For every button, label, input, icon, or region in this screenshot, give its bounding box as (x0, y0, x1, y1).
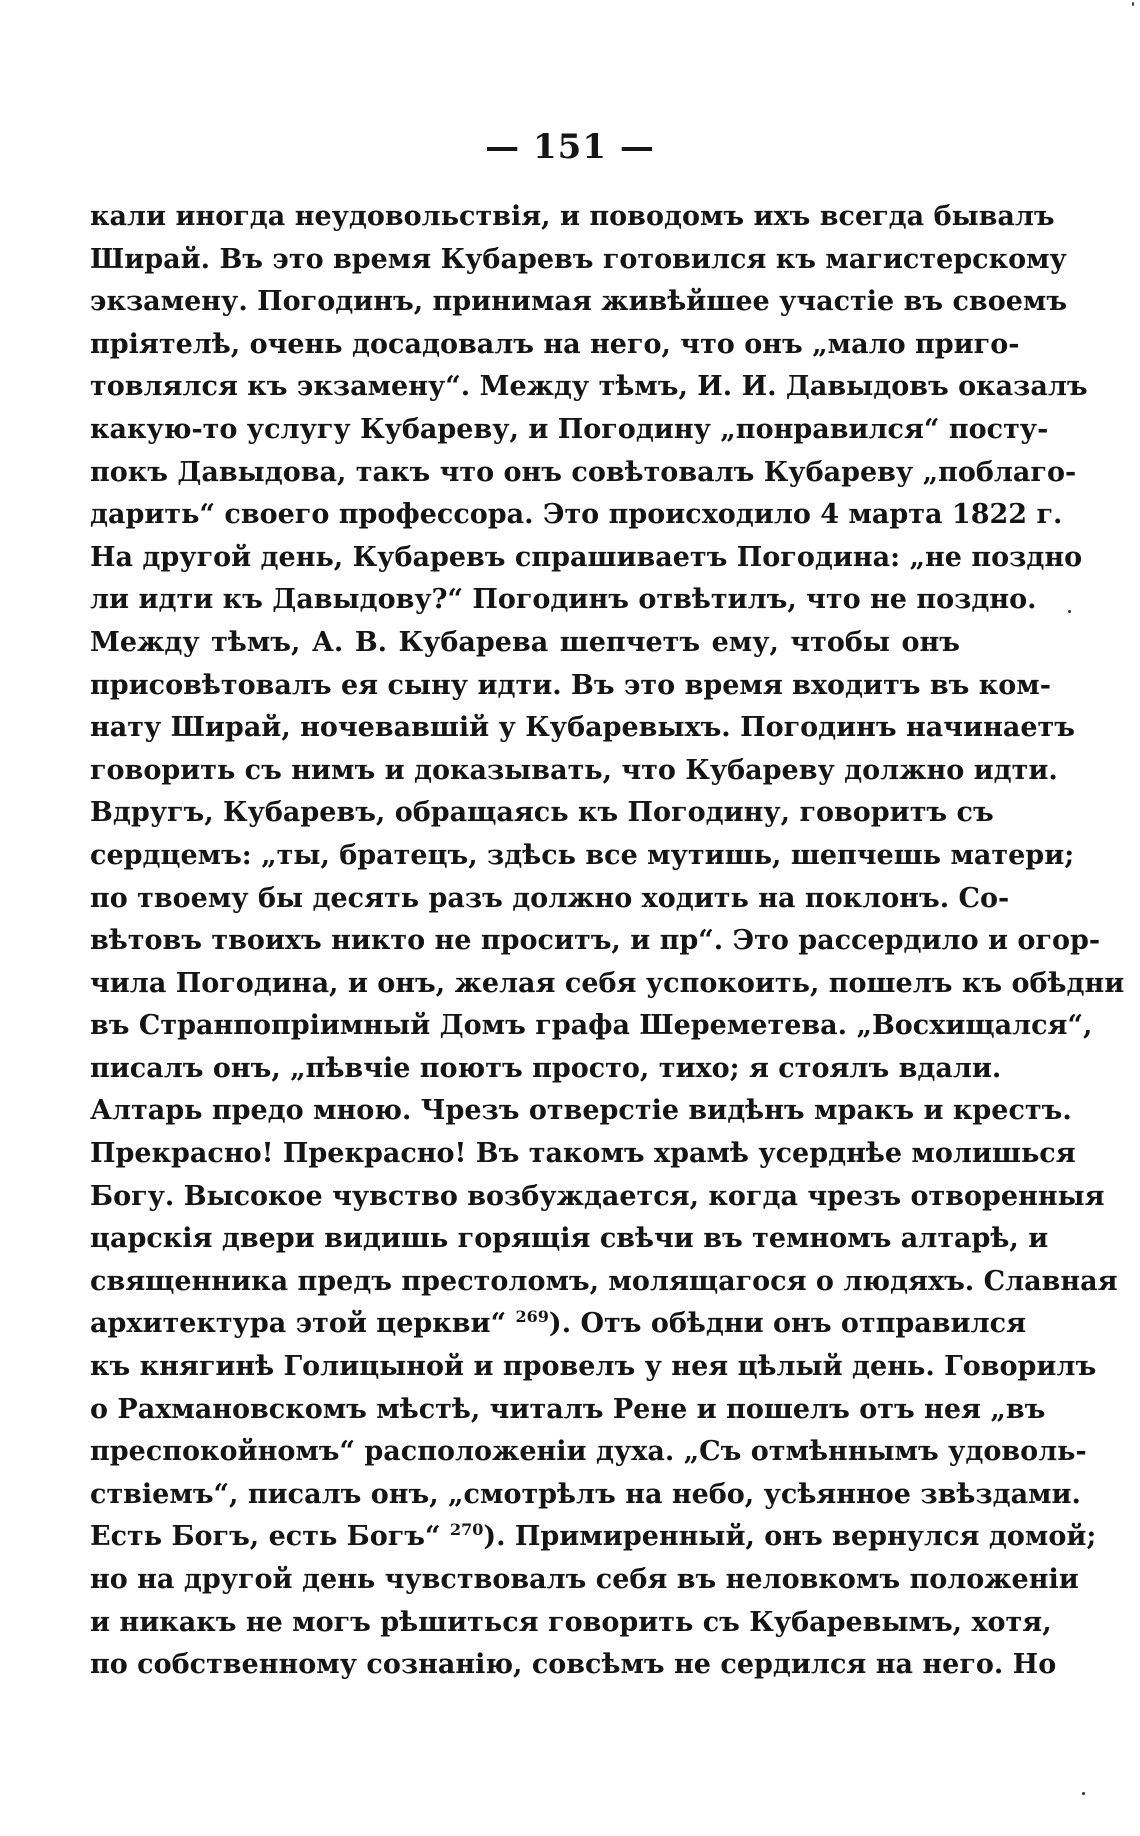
text-line: Вдругъ, Кубаревъ, обращаясь къ Погодину, говоритъ съ (90, 797, 994, 829)
footnote-ref: 269 (515, 1307, 549, 1327)
text-line: присовѣтовалъ ея сыну идти. Въ это время входитъ въ ком- (90, 669, 1051, 701)
scan-speck (1068, 610, 1071, 613)
text-line: нату Ширай, ночевавшій у Кубаревыхъ. Погодинъ начинаетъ (90, 712, 1075, 744)
text-segment: архитектура этой церкви“ (90, 1308, 516, 1340)
page-number: — 151 — (485, 127, 655, 167)
footnote-ref: 270 (449, 1520, 484, 1540)
text-line: по твоему бы десять разъ должно ходить на поклонъ. Со- (90, 882, 1010, 914)
text-line: говорить съ нимъ и доказывать, что Кубареву должно идти. (90, 754, 1058, 786)
text-line-with-footnote (90, 1303, 1027, 1346)
text-line: ствіемъ“, писалъ онъ, „смотрѣлъ на небо, усѣянное звѣздами. (90, 1478, 1081, 1510)
text-line: въ Странпопріимный Домъ графа Шереметева. „Восхищался“, (90, 1010, 1093, 1042)
text-line: но на другой день чувствовалъ себя въ неловкомъ положеніи (90, 1564, 1079, 1595)
text-line: На другой день, Кубаревъ спрашиваетъ Погодина: „не поздно (90, 541, 1083, 573)
text-line: къ княгинѣ Голицыной и провелъ у нея цѣлый день. Говорилъ (90, 1351, 1097, 1383)
text-line: какую-то услугу Кубареву, и Погодину „понравился“ посту- (90, 413, 1049, 445)
text-line: чила Погодина, и онъ, желая себя успокоить, пошелъ къ обѣдни (90, 967, 1125, 999)
text-line: священника предъ престоломъ, молящагося о людяхъ. Славная (90, 1265, 1118, 1297)
text-line-with-footnote (90, 1516, 1097, 1559)
text-line: и никакъ не могъ рѣшиться говорить съ Кубаревымъ, хотя, (90, 1606, 1052, 1638)
text-line: экзамену. Погодинъ, принимая живѣйшее участіе въ своемъ (90, 286, 1068, 318)
text-line: товлялся къ экзамену“. Между тѣмъ, И. И. Давыдовъ оказалъ (90, 371, 1088, 403)
text-line: Ширай. Въ это время Кубаревъ готовился къ магистерскому (90, 243, 1067, 275)
text-segment: ). Примиренный, онъ вернулся домой; (483, 1521, 1097, 1553)
text-line: кали иногда неудовольствія, и поводомъ ихъ всегда бывалъ (90, 201, 1055, 232)
text-line: пріятелѣ, очень досадовалъ на него, что онъ „мало приго- (90, 328, 1020, 360)
text-line: писалъ онъ, „пѣвчіе поютъ просто, тихо; я стоялъ вдали. (90, 1052, 1002, 1084)
text-line: преспокойномъ“ расположеніи духа. „Съ отмѣннымъ удоволь- (90, 1436, 1087, 1468)
text-segment: ). Отъ обѣдни онъ отправился (548, 1308, 1027, 1340)
text-line: Между тѣмъ, А. В. Кубарева шепчетъ ему, чтобы онъ (90, 626, 960, 658)
text-line: дарить“ своего профессора. Это происходило 4 марта 1822 г. (90, 499, 1063, 531)
text-line: Алтарь предо мною. Чрезъ отверстіе видѣнъ мракъ и крестъ. (90, 1095, 1072, 1127)
text-line: Богу. Высокое чувство возбуждается, когда чрезъ отворенныя (90, 1180, 1105, 1212)
text-line: покъ Давыдова, такъ что онъ совѣтовалъ Кубареву „поблаго- (90, 456, 1077, 488)
body-text (90, 196, 1125, 1687)
text-line: Прекрасно! Прекрасно! Въ такомъ храмѣ усерднѣе молишься (90, 1138, 1076, 1170)
text-line: ли идти къ Давыдову?“ Погодинъ отвѣтилъ, что не поздно. (90, 584, 1037, 616)
text-line: по собственному сознанію, совсѣмъ не сердился на него. Но (90, 1649, 1057, 1681)
text-line: вѣтовъ твоихъ никто не проситъ, и пр“. Это рассердило и огор- (90, 925, 1101, 957)
scan-speck (1082, 1792, 1085, 1795)
text-line: о Рахмановскомъ мѣстѣ, читалъ Рене и пошелъ отъ нея „въ (90, 1393, 1046, 1425)
text-line: царскія двери видишь горящія свѣчи въ темномъ алтарѣ, и (90, 1223, 1049, 1255)
scan-speck (1132, 2, 1134, 6)
text-line: сердцемъ: „ты, братецъ, здѣсь все мутишь, шепчешь матери; (90, 839, 1075, 871)
text-segment: Есть Богъ, есть Богъ“ (90, 1521, 450, 1553)
